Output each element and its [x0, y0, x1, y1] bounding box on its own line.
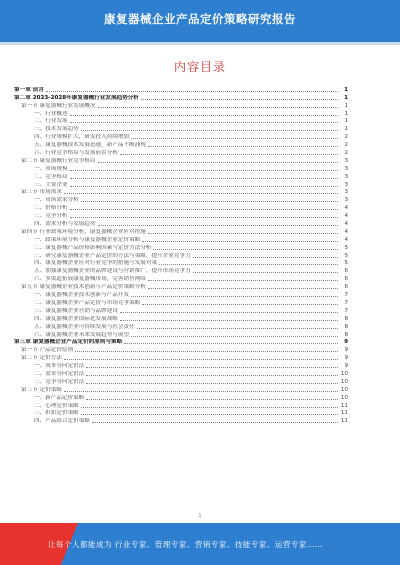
toc-leader-dots: [70, 217, 338, 218]
toc-entry[interactable]: [14, 267, 348, 275]
toc-entry[interactable]: [14, 220, 348, 228]
toc-entry-label: 五、加强康复器械企业的品牌建设与营销推广，提升市场竞争力: [34, 268, 191, 275]
toc-entry-label: 四、产品组合定价策略: [34, 418, 90, 425]
toc-entry-page: 3: [344, 181, 348, 188]
toc-leader-dots: [120, 320, 338, 321]
toc-entry-label: 三、主要企业: [34, 181, 68, 188]
toc-entry-page: 10: [340, 386, 348, 393]
toc-entry-page: 4: [344, 221, 348, 228]
toc-leader-dots: [81, 130, 338, 131]
toc-entry[interactable]: [14, 125, 348, 133]
toc-entry-page: 8: [344, 323, 348, 330]
toc-entry-page: 1: [344, 94, 348, 101]
toc-entry-label: 三、技术发展趋势: [34, 126, 79, 133]
toc-leader-dots: [81, 414, 338, 415]
toc-entry-label: 四、需求分析与发展趋势: [34, 221, 96, 228]
toc-leader-dots: [131, 336, 338, 337]
toc-leader-dots: [98, 162, 339, 163]
toc-leader-dots: [131, 296, 338, 297]
toc-entry-label: 二、心理定价策略: [34, 402, 79, 409]
toc-entry[interactable]: [14, 181, 348, 189]
toc-entry-page: 3: [344, 197, 348, 204]
toc-entry[interactable]: [14, 252, 348, 260]
toc-entry-label: 四、康复器械企业国际化发展战略: [34, 315, 118, 322]
toc-leader-dots: [193, 257, 338, 258]
toc-leader-dots: [148, 288, 338, 289]
toc-entry-label: 四、康复器械企业应对行业竞争的措施与发展对策: [34, 260, 158, 267]
toc-entry-page: 11: [340, 402, 348, 409]
toc-leader-dots: [120, 312, 338, 313]
toc-entry-label: 三、竞争导向定价法: [34, 378, 85, 385]
toc-entry[interactable]: [14, 141, 348, 149]
toc-leader-dots: [81, 407, 338, 408]
toc-entry-label: 六、康复器械企业未来发展趋势与展望: [34, 331, 130, 338]
footer-bar: [0, 523, 400, 565]
toc-entry-label: 第四节 行业政策环境分析，康复器械企业应对措施: [21, 228, 146, 235]
toc-entry-page: 5: [344, 260, 348, 267]
toc-entry[interactable]: [14, 394, 348, 402]
toc-entry[interactable]: [14, 133, 348, 141]
toc-entry-page: 4: [344, 205, 348, 212]
toc-leader-dots: [64, 193, 338, 194]
toc-entry-page: 9: [344, 363, 348, 370]
toc-entry-page: 8: [344, 331, 348, 338]
toc-entry[interactable]: [14, 236, 348, 244]
header-divider: [0, 42, 400, 45]
toc-entry-page: 5: [344, 252, 348, 259]
toc-entry-label: 第三节 市场需求: [21, 189, 62, 196]
toc-leader-dots: [142, 241, 338, 242]
toc-entry-page: 9: [344, 355, 348, 362]
toc-entry-label: 三、康复器械企业营销与品牌建设: [34, 307, 118, 314]
toc-entry[interactable]: [14, 204, 348, 212]
footer-slogan: 让每个人都能成为 行业专家、管理专家、营销专家、技能专家、运营专家……: [48, 540, 323, 549]
toc-leader-dots: [159, 264, 338, 265]
toc-entry[interactable]: [14, 94, 348, 102]
toc-entry[interactable]: [14, 118, 348, 126]
toc-entry-label: 六、多渠道拓展康复器械市场，完善销售网络: [34, 276, 146, 283]
toc-entry[interactable]: [14, 386, 348, 394]
toc-entry-page: 3: [344, 165, 348, 172]
toc-entry-page: 1: [344, 126, 348, 133]
toc-entry[interactable]: [14, 323, 348, 331]
toc-entry[interactable]: [14, 149, 348, 157]
toc-entry-label: 第三章 康复器械企业产品定价的原则与策略: [14, 339, 123, 346]
toc-entry[interactable]: [14, 260, 348, 268]
toc-entry-label: 二、竞争格局: [34, 173, 68, 180]
toc-entry-label: 二、康复器械企业产品定价与市场竞争策略: [34, 299, 141, 306]
toc-entry[interactable]: [14, 331, 348, 339]
toc-entry-page: 3: [344, 173, 348, 180]
toc-entry[interactable]: [14, 189, 348, 197]
toc-entry[interactable]: [14, 212, 348, 220]
toc-entry[interactable]: [14, 244, 348, 252]
toc-entry-page: 1: [344, 102, 348, 109]
toc-entry[interactable]: [14, 370, 348, 378]
toc-entry-label: 三、竞争分析: [34, 213, 68, 220]
toc-entry-page: 7: [344, 299, 348, 306]
toc-entry-page: 7: [344, 307, 348, 314]
toc-entry[interactable]: [14, 196, 348, 204]
toc-leader-dots: [64, 391, 338, 392]
toc-entry-page: 11: [340, 418, 348, 425]
toc-entry-label: 五、康复器械技术发展迅速，新产品不断涌现: [34, 142, 146, 149]
toc-leader-dots: [137, 328, 338, 329]
page-number: 1: [198, 513, 202, 519]
toc-entry-label: 第一章 前言: [14, 86, 44, 93]
toc-entry-page: 10: [340, 370, 348, 377]
toc-entry-label: 第一节 产品定价原则: [21, 347, 74, 354]
toc-entry[interactable]: [14, 110, 348, 118]
toc-entry[interactable]: [14, 291, 348, 299]
toc-leader-dots: [70, 209, 338, 210]
toc-entry[interactable]: [14, 102, 348, 110]
toc-leader-dots: [86, 375, 338, 376]
toc-entry-label: 第一节 康复器械行业发展概况: [21, 102, 96, 109]
toc-entry[interactable]: [14, 362, 348, 370]
toc-entry[interactable]: [14, 173, 348, 181]
toc-entry-page: 9: [344, 339, 348, 346]
toc-leader-dots: [131, 138, 338, 139]
toc-leader-dots: [120, 154, 338, 155]
toc-entry-page: 3: [344, 189, 348, 196]
toc-entry[interactable]: [14, 228, 348, 236]
toc-entry-page: 6: [344, 268, 348, 275]
toc-leader-dots: [70, 115, 338, 116]
toc-leader-dots: [148, 146, 338, 147]
toc-leader-dots: [148, 280, 338, 281]
toc-entry-page: 7: [344, 292, 348, 299]
toc-entry-page: 8: [344, 315, 348, 322]
toc-entry-page: 11: [340, 410, 348, 417]
toc-leader-dots: [98, 107, 339, 108]
toc-entry[interactable]: [14, 346, 348, 354]
toc-entry[interactable]: [14, 315, 348, 323]
toc-entry-page: 4: [344, 236, 348, 243]
toc-entry-label: 一、成本导向定价法: [34, 363, 85, 370]
toc-entry-label: 一、政策环境分析与康复器械企业定价策略: [34, 236, 141, 243]
toc-leader-dots: [142, 304, 338, 305]
toc-entry-page: 10: [340, 378, 348, 385]
toc-leader-dots: [86, 399, 338, 400]
toc-leader-dots: [70, 122, 338, 123]
toc-entry-label: 二、价格分析: [34, 205, 68, 212]
toc-entry-page: 1: [344, 110, 348, 117]
toc-leader-dots: [86, 367, 338, 368]
toc-entry-page: 1: [344, 118, 348, 125]
toc-entry-page: 1: [344, 86, 348, 93]
toc-entry-label: 第五节 康复器械企业技术创新与产品定价策略分析: [21, 284, 146, 291]
toc-leader-dots: [153, 249, 338, 250]
toc-entry-label: 第三节 定价策略: [21, 386, 62, 393]
toc-entry[interactable]: [14, 283, 348, 291]
toc-leader-dots: [193, 272, 338, 273]
toc-entry-label: 一、市场规模: [34, 165, 68, 172]
toc-leader-dots: [70, 170, 338, 171]
toc-leader-dots: [86, 383, 338, 384]
toc-leader-dots: [141, 99, 338, 100]
toc-leader-dots: [81, 201, 338, 202]
toc-entry-label: 第二节 定价方法: [21, 355, 62, 362]
toc-leader-dots: [148, 233, 338, 234]
toc-entry-page: 9: [344, 347, 348, 354]
toc-heading: 内容目录: [173, 60, 226, 74]
toc-entry-label: 二、需求导向定价法: [34, 370, 85, 377]
toc-entry[interactable]: [14, 339, 348, 347]
report-title: 康复器械企业产品定价策略研究报告: [104, 12, 296, 26]
toc-entry-page: 2: [344, 150, 348, 157]
toc-entry-label: 三、折扣定价策略: [34, 410, 79, 417]
toc-entry[interactable]: [14, 354, 348, 362]
toc-entry-label: 一、行业概述: [34, 110, 68, 117]
toc-leader-dots: [46, 91, 338, 92]
toc-entry-label: 二、行业发展: [34, 118, 68, 125]
toc-entry-label: 三、研究康复器械企业产品定价的方法与策略，提升企业竞争力: [34, 252, 191, 259]
toc-entry[interactable]: [14, 410, 348, 418]
toc-leader-dots: [64, 359, 338, 360]
toc-entry-label: 第二节 康复器械行业竞争格局: [21, 157, 96, 164]
toc-entry-page: 6: [344, 284, 348, 291]
toc-entry-page: 6: [344, 276, 348, 283]
table-of-contents: [14, 86, 348, 425]
header-bar: [0, 0, 400, 42]
toc-entry[interactable]: [14, 417, 348, 425]
toc-entry[interactable]: [14, 307, 348, 315]
toc-leader-dots: [92, 422, 338, 423]
toc-entry-label: 二、康复器械产品价格影响因素与定价方法分析: [34, 244, 152, 251]
toc-entry[interactable]: [14, 402, 348, 410]
toc-entry-page: 10: [340, 394, 348, 401]
toc-entry[interactable]: [14, 157, 348, 165]
toc-leader-dots: [98, 225, 338, 226]
toc-entry-page: 5: [344, 244, 348, 251]
toc-entry[interactable]: [14, 275, 348, 283]
toc-entry-label: 一、康复器械企业技术创新与产品开发: [34, 292, 130, 299]
toc-entry-page: 2: [344, 142, 348, 149]
toc-leader-dots: [75, 351, 338, 352]
toc-leader-dots: [70, 178, 338, 179]
toc-leader-dots: [124, 343, 338, 344]
toc-entry-label: 第二章 2023-2028年康复器械行业发展趋势分析: [14, 94, 139, 101]
toc-entry[interactable]: [14, 378, 348, 386]
toc-entry-label: 一、市场需求分析: [34, 197, 79, 204]
toc-entry-page: 2: [344, 134, 348, 141]
toc-entry[interactable]: [14, 299, 348, 307]
toc-entry[interactable]: [14, 165, 348, 173]
toc-entry-page: 3: [344, 157, 348, 164]
toc-entry-page: 4: [344, 213, 348, 220]
toc-entry-label: 六、行业竞争格局与发展前景分析: [34, 150, 118, 157]
toc-entry-label: 五、康复器械企业可持续发展与社会责任: [34, 323, 135, 330]
toc-leader-dots: [70, 186, 338, 187]
toc-entry-label: 一、新产品定价策略: [34, 394, 85, 401]
toc-entry-label: 四、行业规模扩大，研发投入持续增加: [34, 134, 130, 141]
toc-entry[interactable]: [14, 86, 348, 94]
toc-entry-page: 4: [344, 228, 348, 235]
